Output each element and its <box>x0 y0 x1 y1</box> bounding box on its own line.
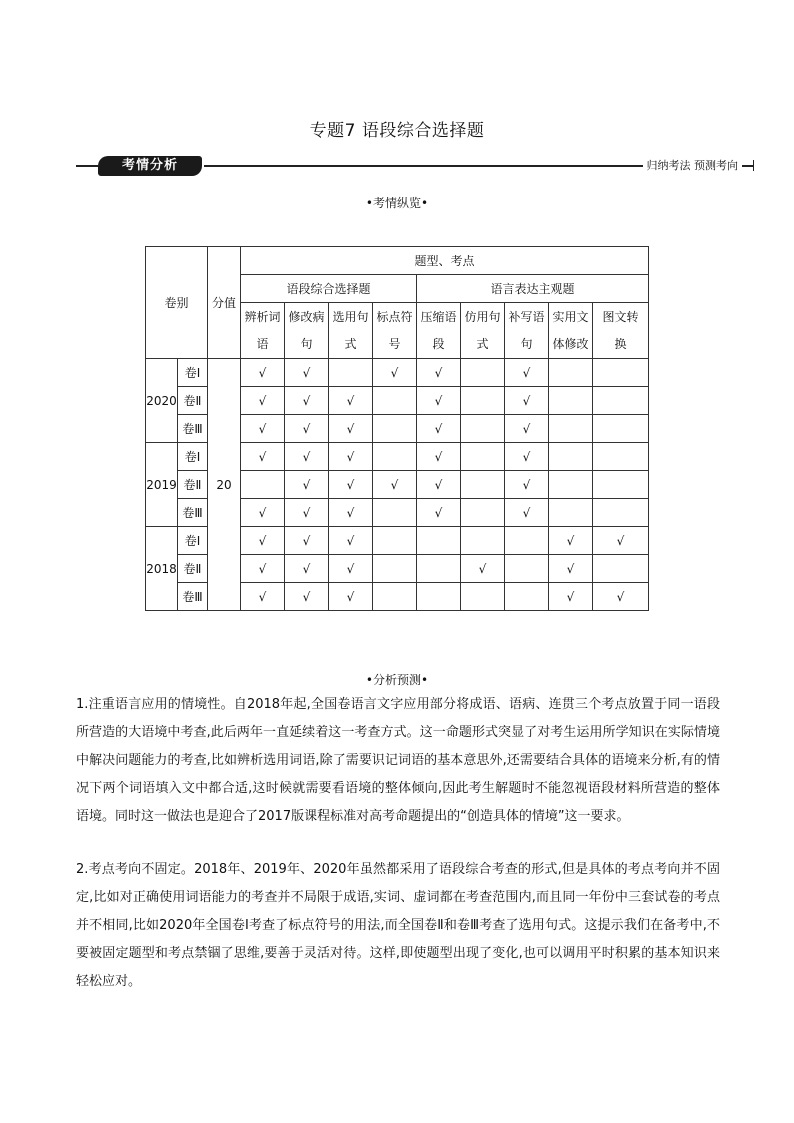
check-cell <box>329 555 373 583</box>
check-cell <box>505 583 549 611</box>
score-cell: 20 <box>208 359 241 611</box>
header-subcol-line2: 语 <box>256 336 269 351</box>
check-cell <box>505 443 549 471</box>
check-mark: √ <box>258 505 267 520</box>
header-subcol-line2: 换 <box>614 336 627 351</box>
check-cell <box>461 415 505 443</box>
check-cell <box>549 583 593 611</box>
check-cell <box>285 583 329 611</box>
page-title: 专题7 语段综合选择题 <box>309 121 485 141</box>
check-mark: √ <box>302 561 311 576</box>
check-cell <box>329 527 373 555</box>
check-mark: √ <box>434 421 443 436</box>
header-subcol-line2: 体修改 <box>552 336 589 351</box>
check-cell <box>461 387 505 415</box>
check-cell <box>241 359 285 387</box>
check-cell <box>285 443 329 471</box>
juan-cell: 卷Ⅲ <box>178 415 208 443</box>
header-group-2: 语言表达主观题 <box>417 275 649 303</box>
check-cell <box>285 387 329 415</box>
check-cell <box>417 555 461 583</box>
header-subcol-line2: 式 <box>476 336 489 351</box>
check-cell <box>373 555 417 583</box>
header-subcol-line2: 句 <box>300 336 313 351</box>
header-subcol-line2: 式 <box>344 336 357 351</box>
check-mark: √ <box>478 561 487 576</box>
header-subcol-line1: 实用文 <box>552 309 589 324</box>
check-cell <box>505 359 549 387</box>
check-cell <box>461 471 505 499</box>
check-mark: √ <box>434 393 443 408</box>
check-mark: √ <box>346 533 355 548</box>
section-band <box>76 156 756 176</box>
check-cell <box>593 359 649 387</box>
juan-cell: 卷Ⅰ <box>178 359 208 387</box>
check-mark: √ <box>258 561 267 576</box>
check-cell <box>241 387 285 415</box>
check-cell <box>285 359 329 387</box>
check-cell <box>285 527 329 555</box>
year-cell: 2018 <box>146 527 178 611</box>
check-mark: √ <box>434 505 443 520</box>
check-cell <box>593 387 649 415</box>
header-score: 分值 <box>208 247 241 359</box>
header-subcol-line1: 选用句 <box>332 309 369 324</box>
check-mark: √ <box>258 393 267 408</box>
check-cell <box>241 555 285 583</box>
header-subcol <box>417 303 461 359</box>
check-mark: √ <box>434 477 443 492</box>
check-cell <box>461 527 505 555</box>
check-cell <box>373 583 417 611</box>
check-cell <box>417 499 461 527</box>
juan-cell: 卷Ⅰ <box>178 527 208 555</box>
check-mark: √ <box>302 365 311 380</box>
check-cell <box>329 583 373 611</box>
header-subcol-line1: 图文转 <box>602 309 639 324</box>
juan-cell: 卷Ⅱ <box>178 387 208 415</box>
check-cell <box>417 387 461 415</box>
check-mark: √ <box>258 421 267 436</box>
check-mark: √ <box>522 365 531 380</box>
check-mark: √ <box>258 365 267 380</box>
header-top-group: 题型、考点 <box>241 247 649 275</box>
check-cell <box>505 555 549 583</box>
check-mark: √ <box>346 477 355 492</box>
check-cell <box>461 359 505 387</box>
check-cell <box>461 499 505 527</box>
check-cell <box>593 555 649 583</box>
check-cell <box>417 471 461 499</box>
juan-cell: 卷Ⅲ <box>178 499 208 527</box>
check-cell <box>549 471 593 499</box>
check-cell <box>549 415 593 443</box>
check-cell <box>373 527 417 555</box>
check-cell <box>461 443 505 471</box>
check-mark: √ <box>302 505 311 520</box>
check-cell <box>417 443 461 471</box>
check-mark: √ <box>522 449 531 464</box>
header-subcol-line2: 段 <box>432 336 445 351</box>
check-mark: √ <box>522 477 531 492</box>
check-cell <box>241 443 285 471</box>
check-mark: √ <box>390 365 399 380</box>
check-cell <box>329 499 373 527</box>
check-mark: √ <box>302 533 311 548</box>
check-cell <box>241 499 285 527</box>
header-subcol-line2: 句 <box>520 336 533 351</box>
check-mark: √ <box>522 505 531 520</box>
band-end-tick <box>753 160 755 171</box>
check-cell <box>549 555 593 583</box>
header-subcol <box>505 303 549 359</box>
check-cell <box>549 443 593 471</box>
juan-cell: 卷Ⅰ <box>178 443 208 471</box>
band-right-label: 归纳考法 预测考向 <box>643 157 743 175</box>
check-cell <box>373 471 417 499</box>
header-subcol-line1: 仿用句 <box>464 309 501 324</box>
header-subcol <box>461 303 505 359</box>
check-mark: √ <box>346 589 355 604</box>
exam-table <box>145 246 649 611</box>
check-cell <box>417 583 461 611</box>
check-mark: √ <box>302 449 311 464</box>
header-subcol <box>329 303 373 359</box>
check-cell <box>461 555 505 583</box>
header-subcol <box>241 303 285 359</box>
check-mark: √ <box>434 365 443 380</box>
check-cell <box>593 583 649 611</box>
check-mark: √ <box>302 477 311 492</box>
header-subcol-line1: 修改病 <box>288 309 325 324</box>
check-cell <box>373 443 417 471</box>
check-mark: √ <box>522 421 531 436</box>
check-cell <box>417 527 461 555</box>
year-cell: 2020 <box>146 359 178 443</box>
analysis-paragraph-1: 1.注重语言应用的情境性。自2018年起,全国卷语言文字应用部分将成语、语病、连贯三个考点放置于同一语段所营造的大语境中考查,此后两年一直延续着这一考查方式。这一命题形式突显了对考生运用所学知识在实际情境中解决问题能力的考查,比如辨析选用词语,除了需要识记词语的基本意思外,还需要结合具体的语境来分析,有的情况下两个词语填入文中都合适,这时候就需要看语境的整体倾向,因此考生解题时不能忽视语段材料所营造的整体语境。同时这一做法也是迎合了2017版课程标准对高考命题提出的“创造具体的情境”这一要求。 <box>76 697 720 824</box>
check-cell <box>549 527 593 555</box>
overview-heading: •考情纵览• <box>365 196 429 210</box>
check-cell <box>593 415 649 443</box>
juan-cell: 卷Ⅱ <box>178 471 208 499</box>
check-cell <box>505 499 549 527</box>
check-mark: √ <box>346 393 355 408</box>
check-cell <box>505 471 549 499</box>
year-cell: 2019 <box>146 443 178 527</box>
check-cell <box>241 527 285 555</box>
table-row <box>146 359 649 387</box>
check-cell <box>241 471 285 499</box>
check-mark: √ <box>302 421 311 436</box>
check-cell <box>285 555 329 583</box>
check-cell <box>329 471 373 499</box>
check-mark: √ <box>302 589 311 604</box>
check-cell <box>417 415 461 443</box>
check-mark: √ <box>258 533 267 548</box>
check-cell <box>549 359 593 387</box>
check-mark: √ <box>302 393 311 408</box>
header-subcol-line1: 压缩语 <box>420 309 457 324</box>
check-mark: √ <box>258 449 267 464</box>
header-subcol <box>593 303 649 359</box>
header-subcol-line1: 辨析词 <box>244 309 281 324</box>
check-cell <box>593 471 649 499</box>
check-cell <box>593 499 649 527</box>
check-mark: √ <box>566 561 575 576</box>
juan-cell: 卷Ⅱ <box>178 555 208 583</box>
analysis-heading: •分析预测• <box>365 673 429 687</box>
check-cell <box>329 443 373 471</box>
juan-cell: 卷Ⅲ <box>178 583 208 611</box>
check-mark: √ <box>434 449 443 464</box>
check-cell <box>593 443 649 471</box>
check-mark: √ <box>346 505 355 520</box>
header-juan: 卷别 <box>146 247 208 359</box>
section-badge: 考情分析 <box>98 156 202 176</box>
header-subcol <box>285 303 329 359</box>
header-subcol-line1: 标点符 <box>376 309 413 324</box>
check-mark: √ <box>566 533 575 548</box>
check-cell <box>329 415 373 443</box>
check-cell <box>329 359 373 387</box>
header-subcol-line2: 号 <box>388 336 401 351</box>
check-cell <box>241 415 285 443</box>
check-cell <box>505 387 549 415</box>
check-mark: √ <box>616 589 625 604</box>
check-cell <box>285 471 329 499</box>
check-mark: √ <box>346 561 355 576</box>
check-cell <box>373 359 417 387</box>
header-subcol <box>373 303 417 359</box>
check-mark: √ <box>346 449 355 464</box>
check-cell <box>505 527 549 555</box>
check-cell <box>505 415 549 443</box>
check-mark: √ <box>258 589 267 604</box>
check-cell <box>549 387 593 415</box>
check-cell <box>461 583 505 611</box>
check-cell <box>329 387 373 415</box>
header-group-1: 语段综合选择题 <box>241 275 417 303</box>
header-subcol <box>549 303 593 359</box>
header-subcol-line1: 补写语 <box>508 309 545 324</box>
check-cell <box>285 499 329 527</box>
check-cell <box>373 499 417 527</box>
band-line-left <box>76 165 98 167</box>
check-cell <box>241 583 285 611</box>
check-mark: √ <box>616 533 625 548</box>
check-cell <box>373 387 417 415</box>
analysis-paragraph-2: 2.考点考向不固定。2018年、2019年、2020年虽然都采用了语段综合考查的形式,但是具体的考点考向并不固定,比如对正确使用词语能力的考查并不局限于成语,实词、虚词都在考查范围内,而且同一年份中三套试卷的考点并不相同,比如2020年全国卷Ⅰ考查了标点符号的用法,而全国卷Ⅱ和卷Ⅲ考查了选用句式。这提示我们在备考中,不要被固定题型和考点禁锢了思维,要善于灵活对待。这样,即使题型出现了变化,也可以调用平时积累的基本知识来轻松应对。 <box>76 862 720 989</box>
check-mark: √ <box>346 421 355 436</box>
check-mark: √ <box>390 477 399 492</box>
check-cell <box>549 499 593 527</box>
check-mark: √ <box>566 589 575 604</box>
check-mark: √ <box>522 393 531 408</box>
check-cell <box>417 359 461 387</box>
check-cell <box>593 527 649 555</box>
check-cell <box>285 415 329 443</box>
check-cell <box>373 415 417 443</box>
